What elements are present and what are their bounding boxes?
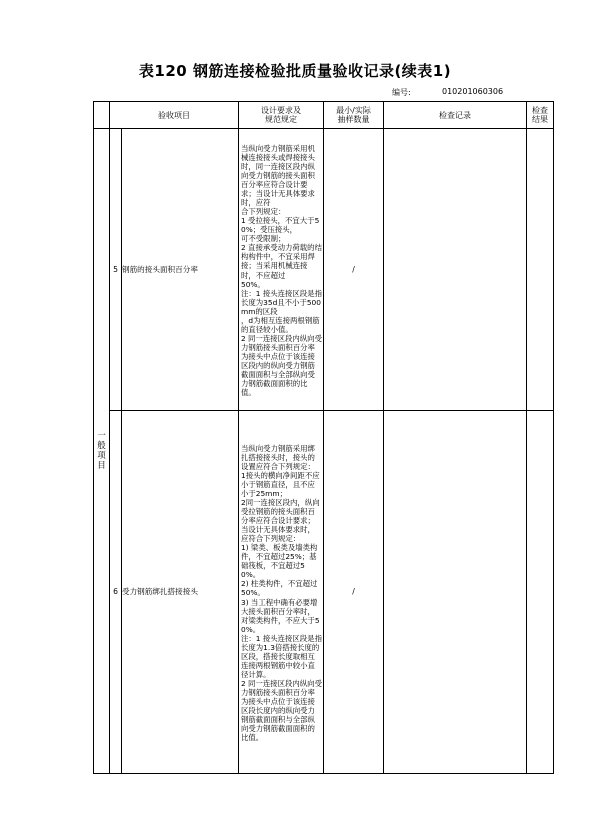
header-sample: 最小/实际 抽样数量 [324, 102, 384, 129]
row-record[interactable] [384, 129, 527, 411]
category-cell [94, 129, 110, 774]
row-item: 钢筋的接头面积百分率 [122, 129, 239, 411]
row-sample: / [324, 411, 384, 774]
code-label: 编号: [392, 88, 411, 97]
header-record: 检查记录 [384, 102, 527, 129]
page-title: 表120 钢筋连接检验批质量验收记录(续表1) [138, 62, 452, 80]
row-spec [239, 411, 324, 774]
row-result[interactable] [527, 411, 554, 774]
row-number: 5 [110, 129, 122, 411]
table-row [94, 129, 554, 411]
header-blank-category [94, 102, 110, 129]
code-value: 010201060306 [442, 87, 504, 96]
row-spec-text: 当纵向受力钢筋采用绑扎搭接接头时，接头的设置应符合下列规定： 1接头的横向净间距不应小于钢筋直径，且不应小于25mm； 2同一连接区段内，纵向受拉钢筋的接头面积百分率应符合设计要求；当设计无具体要求时，应符合下列规定： 1) 梁类、板类及墙类构件，不宜超过25%；基础筏板，不宜超过50%。 2) 柱类构件，不宜超过50%。 3) 当工程中确有必要增大接头面积百分率时，对梁类构件，不应大于50%。 注：1 接头连接区段是指长度为1.3倍搭接长度的区段，搭接长度取相互连接两根钢筋中较小直径计算。 2 同一连接区段内纵向受力钢筋接头面积百分率为接头中点位于该连接区段长度内的纵向受力钢筋截面面积与全部纵向受力钢筋截面面积的比值。 [241, 443, 322, 743]
row-item: 受力钢筋绑扎搭接接头 [122, 411, 239, 774]
category-label: 一般项目 [97, 431, 106, 471]
header-item: 验收项目 [110, 102, 239, 129]
row-result[interactable] [527, 129, 554, 411]
row-spec-text: 当纵向受力钢筋采用机械连接接头或焊接接头时，同一连接区段内纵向受力钢筋的接头面积百分率应符合设计要求；当设计无具体要求时，应符 合下列规定： 1 受拉接头，不宜大于50%；受压接头， 可不受限制； 2 直接承受动力荷载的结构构件中，不宜采用焊接；当采用机械连接时，不应超过 50%。 注：1 接头连接区段是指长度为35d且不小于500mm的区段 ，d为相互连接两根钢筋的直径较小值。 2 同一连接区段内纵向受力钢筋接头面积百分率为接头中点位于该连接区段内的纵向受力钢筋截面面积与全部纵向受力钢筋截面面积的比值。 [241, 143, 322, 398]
header-result: 检查 结果 [527, 102, 554, 129]
row-record[interactable] [384, 411, 527, 774]
header-row [94, 102, 554, 129]
header-spec: 设计要求及 规范规定 [239, 102, 324, 129]
row-spec [239, 129, 324, 411]
row-sample: / [324, 129, 384, 411]
inspection-table [93, 101, 554, 774]
table-row [94, 411, 554, 774]
row-number: 6 [110, 411, 122, 774]
